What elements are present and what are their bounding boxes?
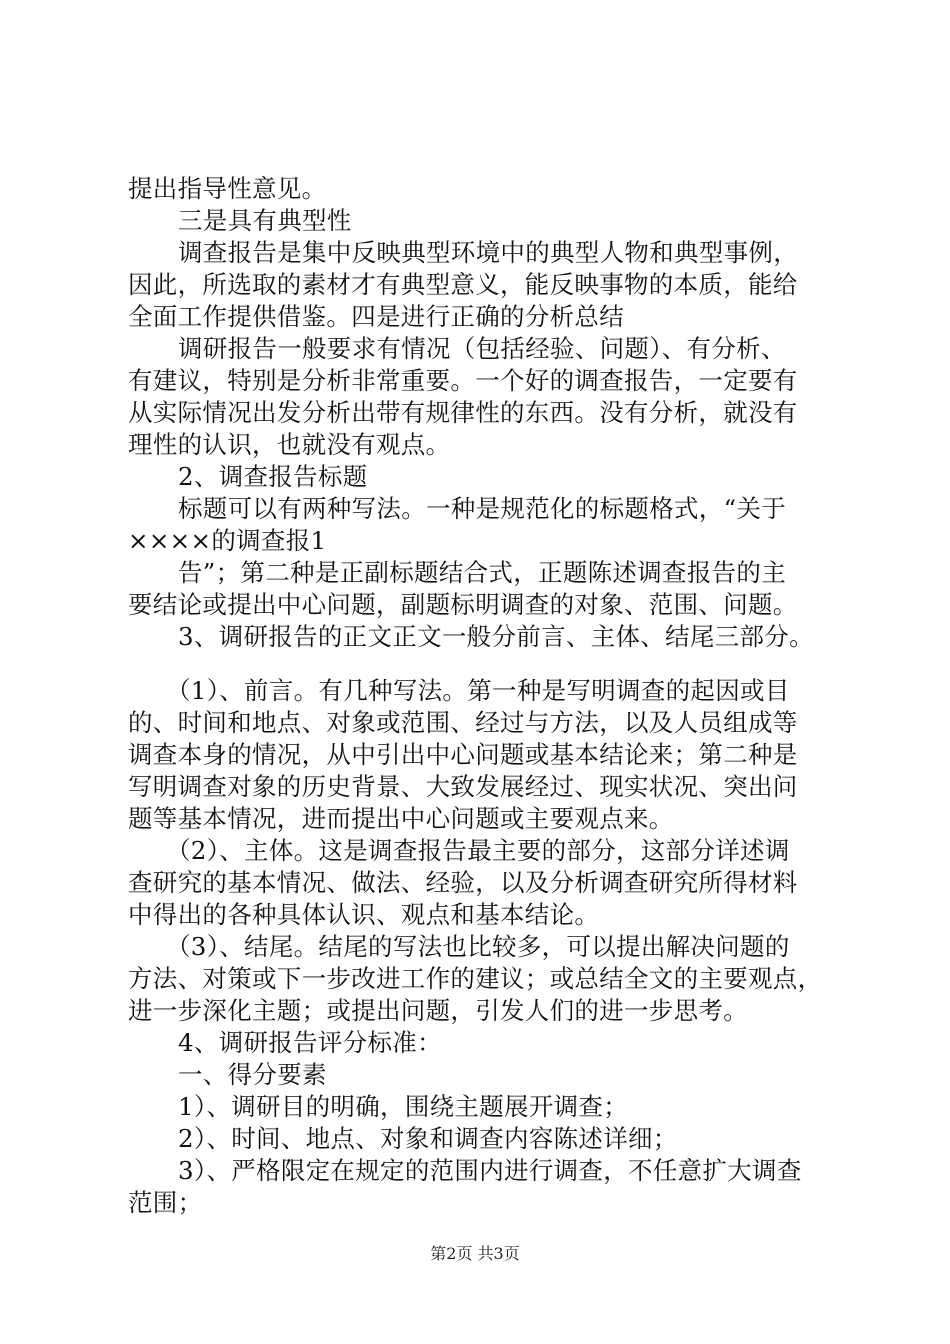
- text-line: 查研究的基本情况、做法、经验，以及分析调查研究所得材料: [128, 868, 798, 897]
- text-line: 题等基本情况，进而提出中心问题或主要观点来。: [128, 804, 674, 833]
- text-line: 方法、对策或下一步改进工作的建议；或总结全文的主要观点，: [128, 964, 823, 993]
- text-line: 从实际情况出发分析出带有规律性的东西。没有分析，就没有: [128, 398, 798, 427]
- text-line: 调查报告是集中反映典型环境中的典型人物和典型事例，: [178, 238, 798, 267]
- text-line: 全面工作提供借鉴。四是进行正确的分析总结: [128, 302, 624, 331]
- section-heading: 3、调研报告的正文正文一般分前言、主体、结尾三部分。: [178, 622, 814, 651]
- page-number-footer: 第2页 共3页: [430, 1244, 520, 1263]
- section-heading: 2、调查报告标题: [178, 462, 368, 491]
- text-line: 三是具有典型性: [178, 206, 352, 235]
- text-line: 告”；第二种是正副标题结合式，正题陈述调查报告的主: [178, 558, 787, 587]
- text-line: （3）、结尾。结尾的写法也比较多，可以提出解决问题的: [166, 932, 790, 961]
- text-line: 进一步深化主题；或提出问题，引发人们的进一步思考。: [128, 996, 748, 1025]
- text-line: 中得出的各种具体认识、观点和基本结论。: [128, 900, 600, 929]
- text-line: （1）、前言。有几种写法。第一种是写明调查的起因或目: [166, 676, 790, 705]
- text-line: 2）、时间、地点、对象和调查内容陈述详细；: [178, 1124, 678, 1153]
- text-line: 写明调查对象的历史背景、大致发展经过、现实状况、突出问: [128, 772, 798, 801]
- text-line: 的、时间和地点、对象或范围、经过与方法，以及人员组成等: [128, 708, 798, 737]
- text-line: 有建议，特别是分析非常重要。一个好的调查报告，一定要有: [128, 366, 798, 395]
- text-line: 标题可以有两种写法。一种是规范化的标题格式，“关于: [178, 494, 787, 523]
- text-line: 调查本身的情况，从中引出中心问题或基本结论来；第二种是: [128, 740, 798, 769]
- text-line: （2）、主体。这是调查报告最主要的部分，这部分详述调: [166, 836, 790, 865]
- section-heading: 4、调研报告评分标准：: [178, 1028, 442, 1057]
- text-line: 因此，所选取的素材才有典型意义，能反映事物的本质，能给: [128, 270, 798, 299]
- text-line: 理性的认识，也就没有观点。: [128, 430, 451, 459]
- text-line: 3）、严格限定在规定的范围内进行调查，不任意扩大调查: [178, 1156, 802, 1185]
- text-line: 一、得分要素: [178, 1060, 327, 1089]
- text-line: ××××的调查报1: [128, 526, 327, 555]
- text-line: 范围；: [128, 1188, 203, 1217]
- text-line: 要结论或提出中心问题，副题标明调查的对象、范围、问题。: [128, 590, 798, 619]
- text-line: 调研报告一般要求有情况（包括经验、问题）、有分析、: [178, 334, 786, 363]
- text-line: 提出指导性意见。: [128, 174, 327, 203]
- text-line: 1）、调研目的明确，围绕主题展开调查；: [178, 1092, 629, 1121]
